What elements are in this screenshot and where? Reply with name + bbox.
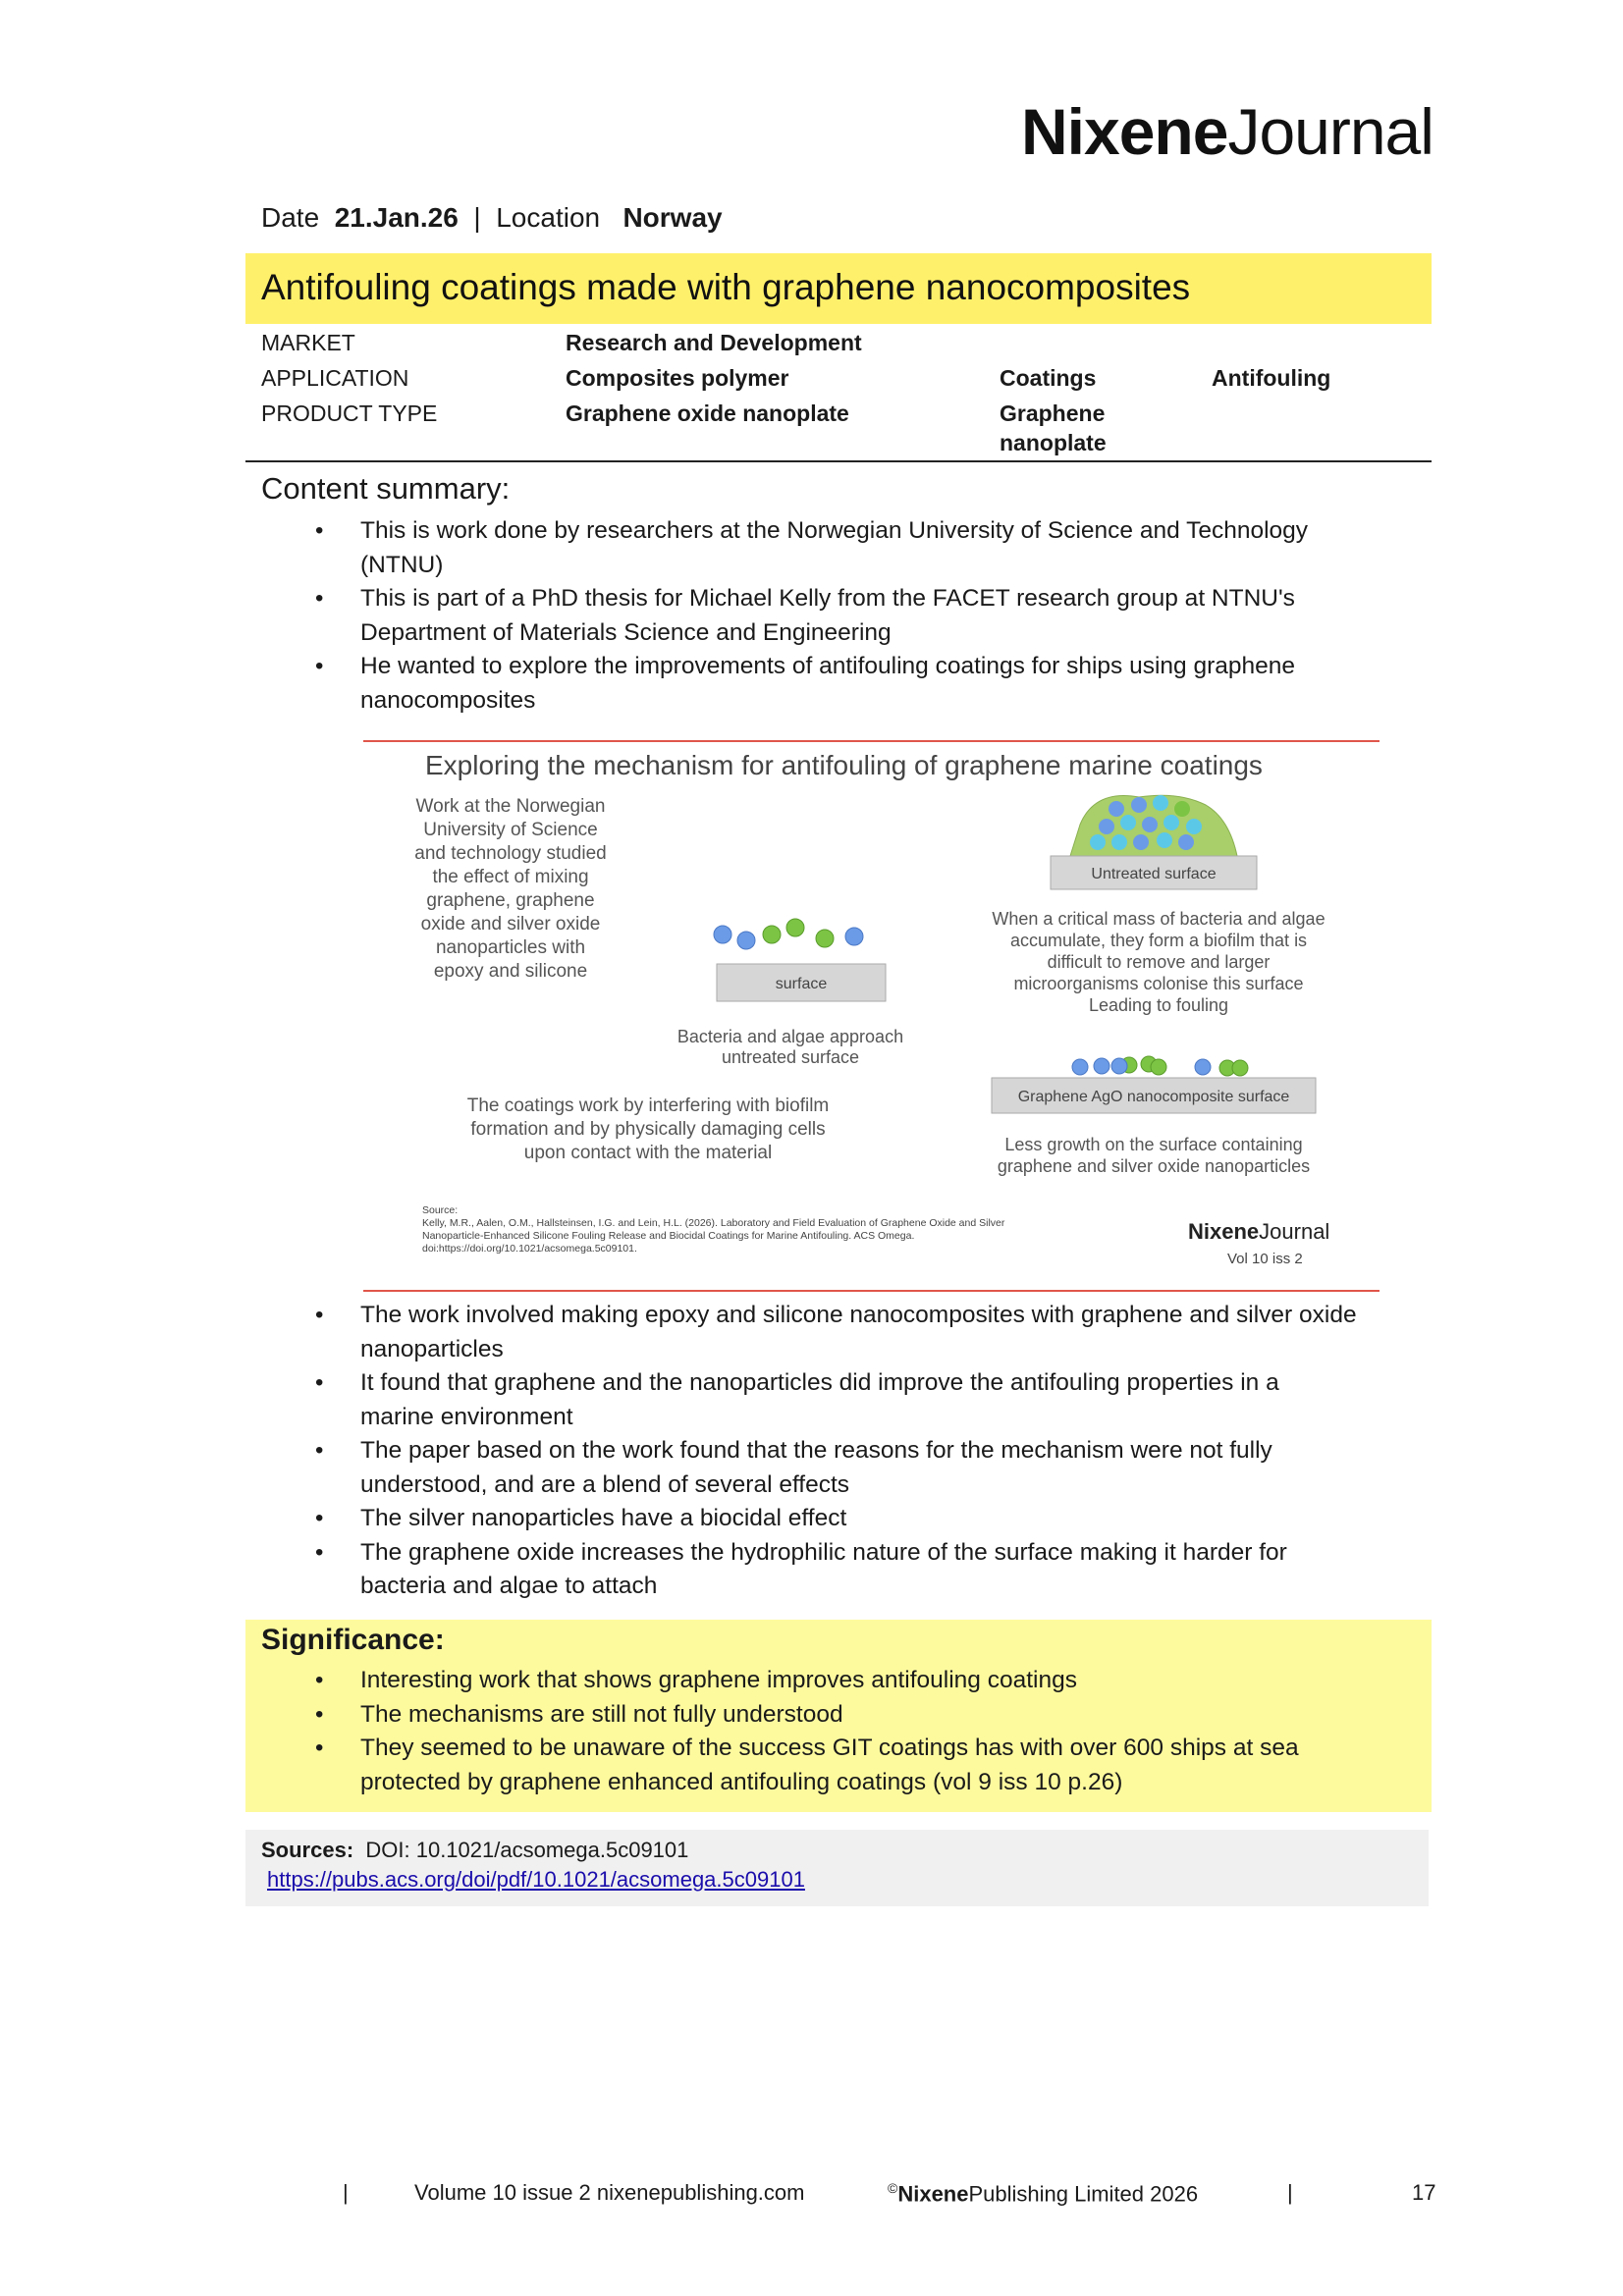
application-value: Composites polymer — [566, 365, 789, 391]
svg-text:doi:https://doi.org/10.1021/ac: doi:https://doi.org/10.1021/acsomega.5c09101. — [422, 1243, 637, 1255]
svg-text:Less growth on the surface con: Less growth on the surface containing — [1004, 1135, 1303, 1154]
product-value: Graphene oxide nanoplate — [566, 400, 849, 426]
dateline — [261, 202, 723, 234]
svg-text:formation and by physically da: formation and by physically damaging cells — [470, 1119, 826, 1140]
untreated-label: Untreated surface — [1091, 866, 1217, 882]
mechanism-figure — [363, 738, 1380, 1293]
svg-text:The coatings work by interferi: The coatings work by interfering with biofilm — [466, 1095, 830, 1116]
sources-link[interactable]: https://pubs.acs.org/doi/pdf/10.1021/acsomega.5c09101 — [267, 1867, 805, 1892]
significance-bullets — [360, 1664, 1401, 1799]
sources-label: Sources: — [261, 1838, 354, 1862]
svg-text:epoxy and silicone: epoxy and silicone — [433, 961, 588, 982]
application-label: APPLICATION — [261, 365, 409, 391]
svg-text:Kelly, M.R., Aalen, O.M., Hall: Kelly, M.R., Aalen, O.M., Hallsteinsen, I.G. and Lein, H.L. (2026). Laboratory and Field Evaluation of Graphene Oxide and Silver — [422, 1217, 1005, 1229]
significance-heading: Significance: — [261, 1624, 445, 1656]
list-item: • The graphene oxide increases the hydrophilic nature of the surface making it harder for bacteria and algae to attach — [360, 1536, 1411, 1604]
svg-text:University of Science: University of Science — [423, 820, 598, 840]
market-value: Research and Development — [566, 330, 862, 355]
svg-text:Work at the Norwegian: Work at the Norwegian — [415, 796, 606, 817]
svg-text:oxide and silver oxide: oxide and silver oxide — [420, 914, 601, 934]
svg-text:graphene and silver oxide nano: graphene and silver oxide nanoparticles — [997, 1156, 1311, 1176]
svg-text:Leading to fouling: Leading to fouling — [1088, 995, 1229, 1015]
figure-source — [422, 1204, 1005, 1255]
location-value: Norway — [622, 202, 723, 233]
surface-label: surface — [775, 976, 828, 992]
metadata-divider — [245, 460, 1432, 462]
svg-text:accumulate, they form a biofil: accumulate, they form a biofilm that is — [1009, 931, 1308, 950]
svg-text:Source:: Source: — [422, 1204, 459, 1216]
list-item: • They seemed to be unaware of the success GIT coatings has with over 600 ships at sea protected by graphene enhanced antifouling coatings (vol 9 iss 10 p.26) — [360, 1732, 1401, 1799]
svg-text:Bacteria and algae approach: Bacteria and algae approach — [676, 1027, 904, 1046]
journal-logo — [1021, 94, 1434, 169]
footer-copyright: ©NixenePublishing Limited 2026 — [888, 2180, 1199, 2207]
svg-text:nanoparticles with: nanoparticles with — [435, 937, 586, 958]
summary-bullets-bottom — [360, 1299, 1411, 1604]
svg-text:Nanoparticle-Enhanced Silicone: Nanoparticle-Enhanced Silicone Fouling Release and Biocidal Coatings for Marine Antifouling. ACS Omega. — [422, 1230, 915, 1242]
market-label: MARKET — [261, 330, 355, 355]
article-title: Antifouling coatings made with graphene nanocomposites — [261, 267, 1191, 307]
figure-title: Exploring the mechanism for antifouling of graphene marine coatings — [425, 750, 1263, 780]
figure-issue: Vol 10 iss 2 — [1227, 1251, 1303, 1267]
list-item: • The silver nanoparticles have a biocidal effect — [360, 1502, 1411, 1536]
logo-light: Journal — [1227, 95, 1434, 168]
sources-doi-line — [261, 1838, 688, 1863]
sources-box — [245, 1830, 1429, 1906]
figure-left-text — [414, 796, 606, 982]
svg-text:microorganisms colonise this s: microorganisms colonise this surface — [1013, 974, 1304, 993]
footer-bar-left: | — [343, 2180, 349, 2205]
article-title-bar — [245, 253, 1432, 324]
product-value: nanoplate — [1000, 430, 1107, 455]
biofilm-text — [992, 909, 1325, 1015]
list-item: • This is part of a PhD thesis for Michael Kelly from the FACET research group at NTNU's Department of Materials Science and Engineering — [360, 582, 1401, 650]
list-item: • The work involved making epoxy and silicone nanocomposites with graphene and silver oxide nanoparticles — [360, 1299, 1411, 1366]
application-value: Coatings — [1000, 365, 1097, 391]
logo-bold: Nixene — [1021, 95, 1228, 168]
summary-bullets-top — [360, 514, 1401, 718]
application-value: Antifouling — [1212, 365, 1331, 391]
list-item: • The paper based on the work found that the reasons for the mechanism were not fully understood, and are a blend of several effects — [360, 1434, 1411, 1502]
list-item: • He wanted to explore the improvements of antifouling coatings for ships using graphene nanocomposites — [360, 650, 1401, 718]
coating-text — [467, 1095, 830, 1163]
figure-brand: NixeneJournal — [1188, 1219, 1330, 1244]
list-item: • It found that graphene and the nanoparticles did improve the antifouling properties in a marine environment — [360, 1366, 1411, 1434]
less-growth-text — [998, 1135, 1310, 1176]
list-item: • Interesting work that shows graphene improves antifouling coatings — [360, 1664, 1401, 1698]
date-label: Date — [261, 202, 320, 233]
dateline-separator: | — [473, 202, 481, 233]
list-item: • This is work done by researchers at the Norwegian University of Science and Technology (NTNU) — [360, 514, 1401, 582]
date-value: 21.Jan.26 — [334, 202, 459, 233]
svg-text:When a critical mass of bacter: When a critical mass of bacteria and algae — [992, 909, 1325, 929]
svg-text:and technology studied: and technology studied — [414, 843, 607, 864]
footer-bar-right: | — [1287, 2180, 1293, 2205]
svg-text:graphene, graphene: graphene, graphene — [426, 890, 595, 911]
svg-text:the effect of mixing: the effect of mixing — [432, 867, 589, 887]
footer-volume: Volume 10 issue 2 nixenepublishing.com — [414, 2180, 805, 2205]
approach-particles — [714, 919, 863, 949]
page-number: 17 — [1412, 2180, 1436, 2205]
svg-text:upon contact with the material: upon contact with the material — [523, 1143, 773, 1163]
approach-text — [677, 1027, 903, 1067]
summary-heading: Content summary: — [261, 471, 511, 506]
product-value: Graphene — [1000, 400, 1106, 426]
svg-text:untreated surface: untreated surface — [721, 1047, 860, 1067]
location-label: Location — [496, 202, 601, 233]
sources-doi: DOI: 10.1021/acsomega.5c09101 — [365, 1838, 689, 1862]
list-item: • The mechanisms are still not fully understood — [360, 1698, 1401, 1733]
nanocomposite-label: Graphene AgO nanocomposite surface — [1017, 1089, 1290, 1105]
svg-text:difficult to remove and large: difficult to remove and larger — [1047, 952, 1271, 972]
product-label: PRODUCT TYPE — [261, 400, 438, 426]
nanocomposite-particles — [1072, 1056, 1248, 1076]
